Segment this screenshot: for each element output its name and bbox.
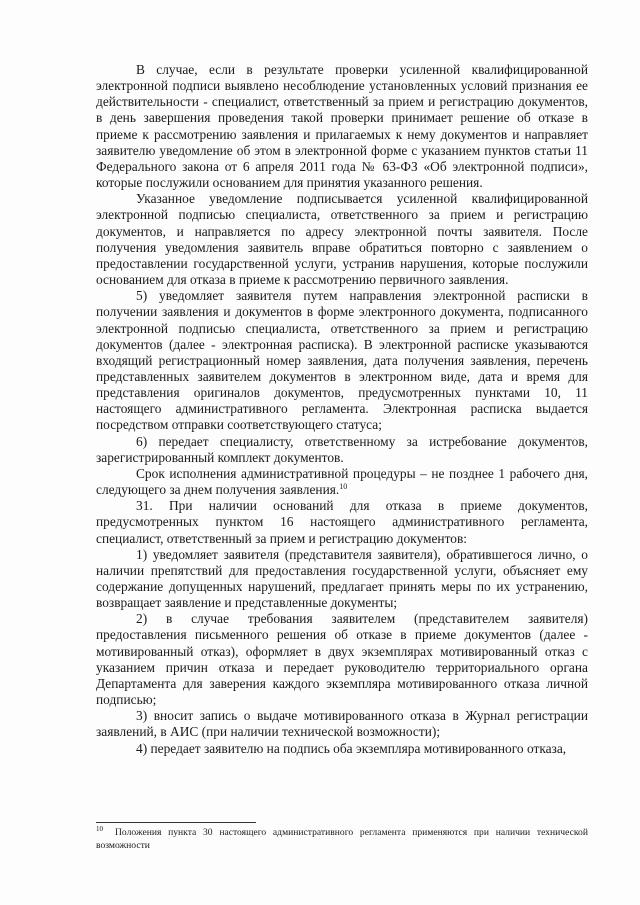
paragraph-sub-2: 2) в случае требования заявителем (представителем заявителя) предоставления письменного решения об отказе в приеме документов (далее - мотивированный отказ), оформляет в двух экземплярах мотивированный отказ с указанием причин отказа и передает руководителю территориального органа Департамента для заверения каждого экземпляра мотивированного отказа личной подписью; xyxy=(96,611,588,708)
footnote-separator xyxy=(96,822,256,823)
paragraph-deadline xyxy=(96,466,588,498)
footnote xyxy=(96,826,588,852)
document-body xyxy=(96,62,588,757)
deadline-text: Срок исполнения административной процедуры – не позднее 1 рабочего дня, следующего за днем получения заявления. xyxy=(96,465,588,498)
footnote-paragraph xyxy=(96,826,588,852)
paragraph-sub-3: 3) вносит запись о выдаче мотивированного отказа в Журнал регистрации заявлений, в АИС (при наличии технической возможности); xyxy=(96,708,588,740)
paragraph-notification: Указанное уведомление подписывается усиленной квалифицированной электронной подписью специалиста, ответственного за прием и регистрацию документов, и направляется по адресу электронной почты заявителя. После получения уведомления заявитель вправе обратиться повторно с заявлением о предоставлении государственной услуги, устранив нарушения, которые послужили основанием для отказа в приеме к рассмотрению первичного заявления. xyxy=(96,191,588,288)
footnote-text: Положения пункта 30 настоящего административного регламента применяются при наличии технической возможности xyxy=(96,827,588,851)
paragraph-section-31: 31. При наличии оснований для отказа в приеме документов, предусмотренных пунктом 16 настоящего административного регламента, специалист, ответственный за прием и регистрацию документов: xyxy=(96,498,588,546)
paragraph-sub-4: 4) передает заявителю на подпись оба экземпляра мотивированного отказа, xyxy=(136,740,567,756)
paragraph-item-5: 5) уведомляет заявителя путем направления электронной расписки в получении заявления и документов в форме электронного документа, подписанного электронной подписью специалиста, ответственного за прием и регистрацию документов (далее - электронная расписка). В электронной расписке указываются входящий регистрационный номер заявления, дата получения заявления, перечень представленных заявителем документов в электронном виде, дата и время для представления оригиналов документов, предусмотренных пунктами 10, 11 настоящего административного регламента. Электронная расписка выдается посредством отправки соответствующего статуса; xyxy=(96,288,588,433)
paragraph-sub-1: 1) уведомляет заявителя (представителя заявителя), обратившегося лично, о наличии препятствий для предоставления государственной услуги, объясняет ему содержание допущенных нарушений, предлагает принять меры по их устранению, возвращает заявление и представленные документы; xyxy=(96,546,588,611)
paragraph-signature-check: В случае, если в результате проверки усиленной квалифицированной электронной подписи выявлено несоблюдение установленных условий признания ее действительности - специалист, ответственный за прием и регистрацию документов, в день завершения проведения такой проверки принимает решение об отказе в приеме к рассмотрению заявления и прилагаемых к нему документов и направляет заявителю уведомление об этом в электронной форме с указанием пунктов статьи 11 Федерального закона от 6 апреля 2011 года № 63-ФЗ «Об электронной подписи», которые послужили основанием для принятия указанного решения. xyxy=(96,62,588,191)
footnote-marker: 10 xyxy=(96,825,103,833)
paragraph-item-6: 6) передает специалисту, ответственному за истребование документов, зарегистрированный комплект документов. xyxy=(96,433,588,465)
footnote-reference: 10 xyxy=(339,482,348,492)
